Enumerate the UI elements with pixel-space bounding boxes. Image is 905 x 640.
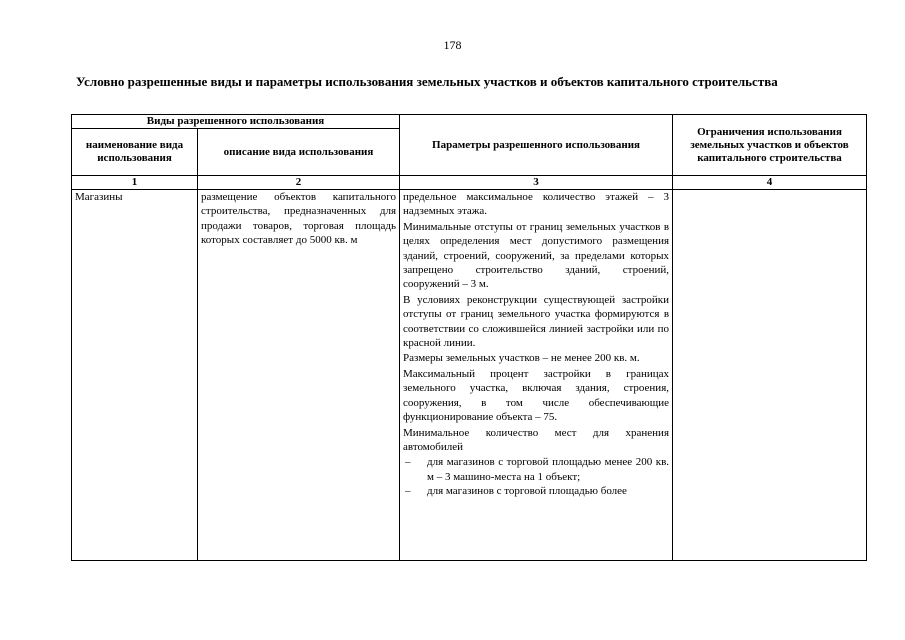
column-number-2: 2 [198,176,400,190]
param-paragraph: предельное максимальное количество этажей – 3 надземных этажа. [403,191,670,218]
header-params: Параметры разрешенного использования [400,115,673,176]
column-number-1: 1 [72,176,198,190]
dash-marker: – [405,485,411,498]
table-row [72,190,867,561]
header-restrictions: Ограничения использования земельных участков и объектов капитального строительства [673,115,867,176]
regulations-table [71,114,867,561]
param-paragraph: Размеры земельных участков – не менее 200 кв. м. [403,352,640,365]
usage-name-cell: Магазины [72,190,198,561]
header-usage-types: Виды разрешенного использования [72,115,400,129]
param-paragraph: Минимальные отступы от границ земельных участков в целях определения мест допустимого размещения зданий, строений, сооружений, за пределами которых запрещено строительство зданий, строений, сооружений – 3 м. [403,220,670,291]
list-item-text: для магазинов с торговой площадью менее 200 кв. м – 3 машино-места на 1 объект; [427,456,670,483]
params-cell [400,190,673,561]
column-number-3: 3 [400,176,673,190]
list-item [403,484,669,498]
column-numbers-row [72,176,867,190]
dash-marker: – [405,456,411,469]
document-title: Условно разрешенные виды и параметры использования земельных участков и объектов капитального строительства [76,74,778,89]
usage-description-cell: размещение объектов капитального строительства, предназначенных для продажи товаров, торговая площадь которых составляет до 5000 кв. м [198,190,400,561]
list-item [403,455,669,484]
header-usage-description: описание вида использования [198,129,400,176]
header-row-group [72,115,867,129]
column-number-4: 4 [673,176,867,190]
param-paragraph: В условиях реконструкции существующей застройки отступы от границ земельного участка формируются в соответствии со сложившейся линией застройки или по красной линии. [403,293,670,350]
param-paragraph: Максимальный процент застройки в границах земельного участка, включая здания, строения, сооружения, в том числе обеспечивающие функционирование объекта – 75. [403,367,670,424]
page-number: 178 [443,38,462,52]
header-usage-name: наименование вида использования [72,129,198,176]
list-item-text: для магазинов с торговой площадью более [427,485,627,498]
param-paragraph: Минимальное количество мест для хранения автомобилей [403,426,670,453]
restrictions-cell [673,190,867,561]
